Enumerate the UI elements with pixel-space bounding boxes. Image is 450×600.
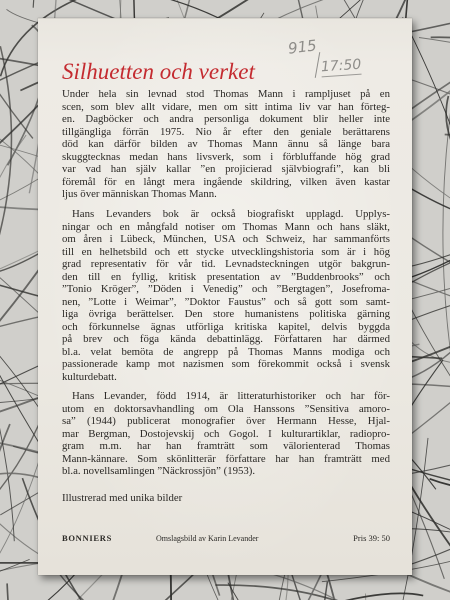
text-line: en. Dagböcker och andra personliga dokument blir heller inte: [62, 113, 390, 125]
text-line: tillgängliga förrän 1975. Nio år efter den geniale berättarens: [62, 125, 390, 138]
book-back-cover: [38, 18, 412, 575]
paragraph-intro: [62, 88, 390, 201]
text-line: scen, som blev allt vidare, men om sitt intima liv var han förteg-: [62, 100, 390, 113]
text-line: var vad han själv kallar ”en projicierad självbiografi”, kan bli: [62, 163, 390, 175]
text-line: nen, ”Lotte i Weimar”, ”Doktor Faustus” och så gott som samt-: [62, 295, 390, 308]
text-line: skuggtecknas medan hans livsverk, som i förbluffande hög grad: [62, 150, 390, 163]
text-line: till en helhetsbild och ett stycke utvecklingshistoria som är i hög: [62, 245, 390, 258]
text-line: den till en fyllig, kritisk presentation av ”Buddenbrooks” och: [62, 270, 390, 283]
text-line: om åren i Lübeck, München, USA och Schweiz, har sammanförts: [62, 233, 390, 245]
text-line: kulturdebatt.: [62, 370, 117, 383]
text-line: Under hela sin levnad stod Thomas Mann i rampljuset på en: [62, 88, 390, 100]
text-line: gram m.m. har han framträtt som välorienterad Thomas: [62, 440, 390, 452]
price-label: Pris 39: 50: [353, 533, 390, 543]
tablecloth-thread: [431, 37, 450, 72]
text-line: ningar och en mångfald notiser om Thomas Mann och hans släkt,: [62, 220, 390, 233]
text-line: föremål för en långt mera ingående skildring, vilken även kastar: [62, 175, 390, 188]
tablecloth-thread: [228, 583, 450, 600]
text-line: bl.a. velat bemöta de angrepp på Thomas Manns modiga och: [62, 345, 390, 358]
text-line: sa” (1944) publicerat monografier över Hermann Hesse, Hjal-: [62, 415, 390, 427]
text-line: Mann-kännare. Som skönlitterär författare har han framträtt med: [62, 452, 390, 465]
tablecloth-thread: [430, 437, 450, 488]
text-line: ljus över människan Thomas Mann.: [62, 188, 217, 200]
text-line: på brev och föga kända debattinlägg. Författaren har därmed: [62, 333, 390, 345]
tablecloth-thread: [33, 0, 75, 8]
text-line: mar Bergman, Dostojevskij och Gogol. I kulturartiklar, radiopro-: [62, 427, 390, 440]
text-line: passionerade kamp mot nazismen som förekommit också i svensk: [62, 358, 390, 370]
text-line: ”Tonio Kröger”, ”Döden i Venedig” och ”Bergtagen”, Josefroma-: [62, 283, 390, 295]
cover-title: Silhuetten och verket: [62, 59, 255, 84]
paragraph-book-description: [62, 208, 390, 383]
publisher-name: BONNIERS: [62, 533, 113, 543]
text-line: Hans Levanders bok är också biografiskt upplagd. Upplys-: [72, 208, 390, 220]
text-line: Illustrerad med unika bilder: [62, 492, 183, 504]
tablecloth-thread: [7, 583, 71, 600]
tablecloth-thread: [258, 0, 450, 2]
text-line: död kan därför bilden av Thomas Mann ännu så länge bara: [62, 138, 390, 150]
text-line: bl.a. novellsamlingen ”Näckrossjön” (1953).: [62, 465, 256, 477]
text-line: och förkunnelse ägnas utförliga kritiska kapitel, delvis byggda: [62, 320, 390, 333]
text-line: Hans Levander, född 1914, är litteraturhistoriker och har för-: [72, 390, 390, 402]
handwritten-price-note: 17:50: [320, 56, 362, 76]
cover-image-credit: Omslagsbild av Karin Levander: [156, 533, 259, 543]
text-line: liga övriga berättelser. Den store humanistens politiska gärning: [62, 308, 390, 320]
text-line: utom en doktorsavhandling om Ola Hanssons ”Sensitiva amoro-: [62, 402, 390, 415]
text-line: grad representativ för vår tid. Levnadsteckningen utgör bakgrun-: [62, 258, 390, 270]
tablecloth-thread: [443, 72, 450, 521]
pencil-stroke: [315, 52, 320, 78]
handwritten-note-top: 915: [287, 36, 318, 58]
paragraph-author-bio: [62, 390, 390, 478]
paragraph-illustrations-note: [62, 492, 390, 505]
